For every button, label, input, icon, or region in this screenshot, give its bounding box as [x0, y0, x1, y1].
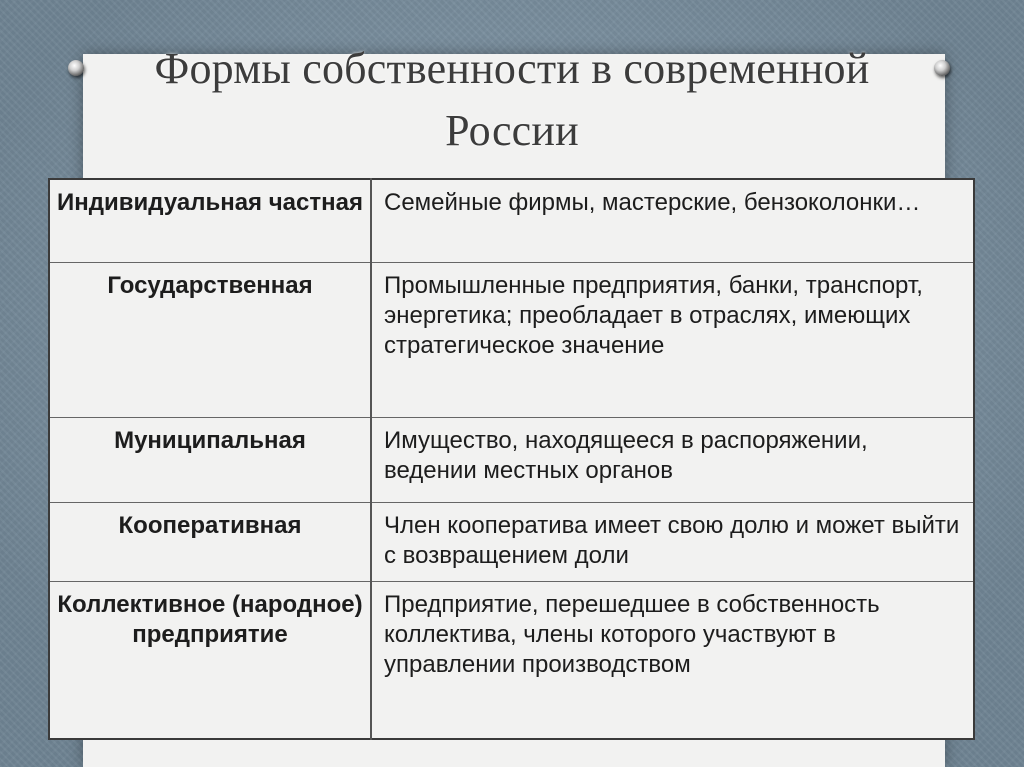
table-row: [49, 418, 974, 503]
table-row: [49, 582, 974, 740]
property-form-name: Муниципальная: [49, 418, 371, 503]
property-form-name: Коллективное (народное) предприятие: [49, 582, 371, 740]
property-form-description: Имущество, находящееся в распоряжении, ведении местных органов: [371, 418, 974, 503]
property-form-name: Индивидуальная частная: [49, 179, 371, 263]
property-form-name: Кооперативная: [49, 503, 371, 582]
slide-title-line-1: Формы собственности в современной: [154, 44, 870, 93]
property-form-description: Предприятие, перешедшее в собственность коллектива, члены которого участвуют в управлении производством: [371, 582, 974, 740]
table-row: [49, 179, 974, 263]
property-forms-table: [48, 178, 975, 740]
table-row: [49, 503, 974, 582]
slide-title-line-2: России: [445, 106, 579, 155]
slide-title: [60, 38, 964, 162]
property-form-description: Промышленные предприятия, банки, транспорт, энергетика; преобладает в отраслях, имеющих стратегическое значение: [371, 263, 974, 418]
table-row: [49, 263, 974, 418]
property-form-description: Семейные фирмы, мастерские, бензоколонки…: [371, 179, 974, 263]
property-form-name: Государственная: [49, 263, 371, 418]
property-form-description: Член кооператива имеет свою долю и может выйти с возвращением доли: [371, 503, 974, 582]
